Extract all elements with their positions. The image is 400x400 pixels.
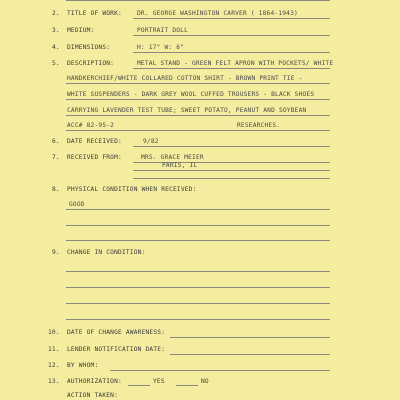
action-taken-label: ACTION TAKEN: <box>67 392 119 399</box>
change-in-condition-label: CHANGE IN CONDITION: <box>67 249 146 256</box>
physical-condition-line-3 <box>66 240 330 241</box>
received-from-label: RECEIVED FROM: <box>67 154 122 161</box>
date-received-value: 9/82 <box>143 138 159 145</box>
field-12-number: 12. <box>48 362 60 369</box>
change-line-2 <box>66 287 330 288</box>
received-from-line-2 <box>133 170 330 171</box>
description-line-1: METAL STAND - GREEN FELT APRON WITH POCKETS/ WHITE <box>137 60 334 67</box>
lender-notification-label: LENDER NOTIFICATION DATE: <box>67 346 166 353</box>
description-rule-4 <box>66 115 330 116</box>
title-of-work-value: DR. GEORGE WASHINGTON CARVER ( 1864-1943) <box>137 10 298 17</box>
received-from-line-3 <box>133 178 330 179</box>
field-5-number: 5. <box>52 60 60 67</box>
authorization-no: NO <box>201 378 209 385</box>
description-line-3: WHITE SUSPENDERS - DARK GREY WOOL CUFFED TROUSERS - BLACK SHOES <box>67 91 315 98</box>
field-10-number: 10. <box>48 329 60 336</box>
by-whom-line <box>110 370 330 371</box>
received-from-name: MRS. GRACE MEIER <box>141 154 204 161</box>
title-of-work-label: TITLE OF WORK: <box>67 10 122 17</box>
dimensions-line <box>133 52 330 53</box>
field-7-number: 7. <box>52 154 60 161</box>
description-line-4: CARRYING LAVENDER TEST TUBE; SWEET POTATO, PEANUT AND SOYBEAN <box>67 107 307 114</box>
description-rule-1 <box>133 68 330 69</box>
authorization-label: AUTHORIZATION: <box>67 378 122 385</box>
physical-condition-label: PHYSICAL CONDITION WHEN RECEIVED: <box>67 186 197 193</box>
by-whom-label: BY WHOM: <box>67 362 99 369</box>
title-of-work-line <box>133 18 330 19</box>
field-9-number: 9. <box>52 249 60 256</box>
received-from-city: PARIS, IL <box>162 162 198 169</box>
physical-condition-value: GOOD <box>69 201 85 208</box>
dimensions-label: DIMENSIONS: <box>67 44 111 51</box>
field-13-number: 13. <box>48 378 60 385</box>
dimensions-value: H: 17" W: 6" <box>137 44 185 51</box>
field-6-number: 6. <box>52 138 60 145</box>
field-2-number: 2. <box>52 10 60 17</box>
date-of-change-line <box>170 337 330 338</box>
accession-number: ACC# 82-95-2 <box>67 122 115 129</box>
medium-value: PORTRAIT DOLL <box>137 27 189 34</box>
medium-line <box>133 35 330 36</box>
date-received-line <box>133 146 330 147</box>
authorization-yes-line <box>128 385 150 386</box>
description-line-2: HANDKERCHIEF/WHITE COLLARED COTTON SHIRT - BROWN PRINT TIE - <box>67 75 303 82</box>
date-received-label: DATE RECEIVED: <box>67 138 122 145</box>
field-8-number: 8. <box>52 186 60 193</box>
physical-condition-line-2 <box>66 225 330 226</box>
physical-condition-line-1 <box>66 209 330 210</box>
description-rule-2 <box>66 83 330 84</box>
top-rule <box>66 0 330 1</box>
change-line-4 <box>66 319 330 320</box>
change-line-1 <box>66 271 330 272</box>
medium-label: MEDIUM: <box>67 27 95 34</box>
description-line-6: RESEARCHES. <box>237 122 281 129</box>
change-line-3 <box>66 303 330 304</box>
field-4-number: 4. <box>52 44 60 51</box>
description-rule-3 <box>66 99 330 100</box>
field-11-number: 11. <box>48 346 60 353</box>
description-rule-5 <box>66 130 330 131</box>
description-label: DESCRIPTION: <box>67 60 115 67</box>
authorization-no-line <box>176 385 198 386</box>
authorization-yes: YES <box>153 378 165 385</box>
date-of-change-label: DATE OF CHANGE AWARENESS: <box>67 329 166 336</box>
lender-notification-line <box>170 354 330 355</box>
field-3-number: 3. <box>52 27 60 34</box>
